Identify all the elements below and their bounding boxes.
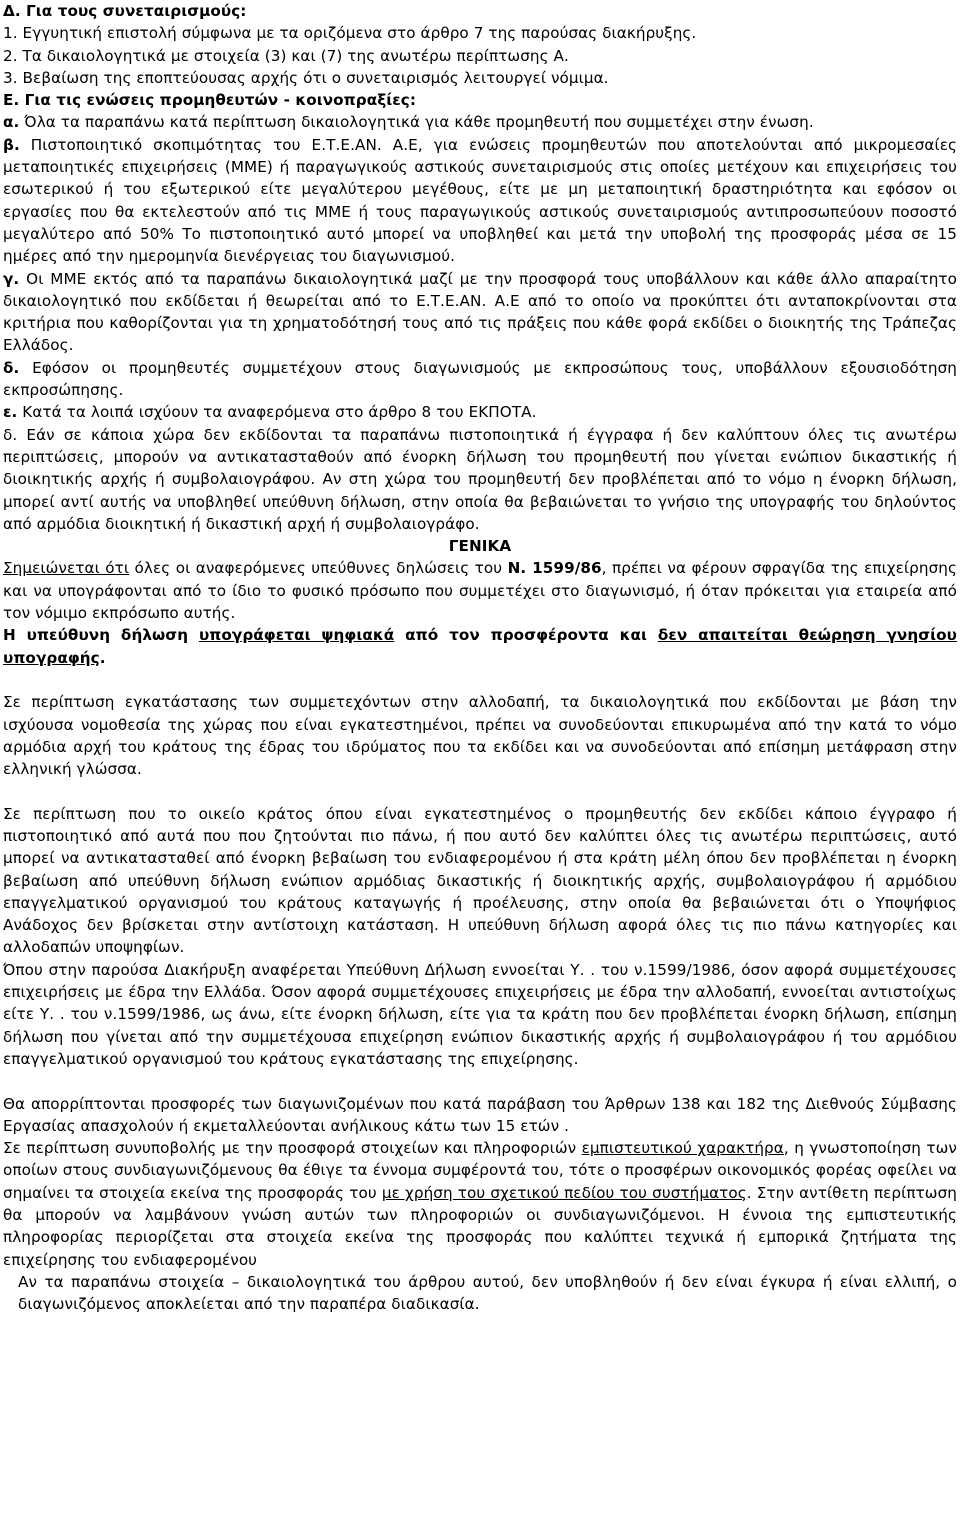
note-text: όλες οι αναφερόμενες υπεύθυνες δηλώσεις του [129, 559, 508, 578]
signature-no-certification: δεν απαιτείται θεώρηση γνησίου υπογραφής [3, 626, 957, 667]
item-text: Όλα τα παραπάνω κατά περίπτωση δικαιολογητικά για κάθε προμηθευτή που συμμετέχει στην ένωση. [19, 113, 814, 132]
paragraph-home-country: Σε περίπτωση που το οικείο κράτος όπου είναι εγκατεστημένος ο προμηθευτής δεν εκδίδει κάποιο έγγραφο ή πιστοποιητικό από αυτά που που ζητούνται πιο πάνω, ή που αυτό δεν καλύπτει όλες τις ανωτέρω περιπτώσεις, αυτό μπορεί να αντικατασταθεί από ένορκη βεβαίωση του ενδιαφερομένου ή στα κράτη μέλη όπου δεν προβλέπεται η ένορκη βεβαίωση από υπεύθυνη δήλωση ενώπιον αρμόδιας δικαστικής ή διοικητικής αρχής, συμβολαιογράφου ή αρμόδιου επαγγελματικού οργανισμού του κράτους καταγωγής ή προέλευσης, στην οποία θα βεβαιώνεται ότι ο Υποψήφιος Ανάδοχος δεν βρίσκεται στην αντίστοιχη κατάσταση. Η υπεύθυνη δήλωση αφορά όλες τις πιο πάνω κατηγορίες και αλλοδαπών υποψηφίων. [3, 804, 957, 957]
confidential-text: , η γνωστοποίηση των οποίων στους συνδιαγωνιζόμενους θα έθιγε τα έννομα συμφέροντά του, τότε ο προσφέρων οικονομικός φορέας οφείλει να σημαίνει τα στοιχεία εκείνα της προσφοράς του [3, 1139, 957, 1202]
paragraph-missing: Αν τα παραπάνω στοιχεία – δικαιολογητικά του άρθρου αυτού, δεν υποβληθούν ή δεν είναι έγκυρα ή είναι ελλιπή, ο διαγωνιζόμενος αποκλείεται από την παραπέρα διαδικασία. [18, 1272, 957, 1314]
item-label: γ. [3, 269, 20, 288]
item-label: α. [3, 113, 20, 132]
signature-text: από τον προσφέροντα και [394, 626, 658, 645]
paragraph-foreign-country: δ. Εάν σε κάποια χώρα δεν εκδίδονται τα παραπάνω πιστοποιητικά ή έγγραφα ή δεν καλύπτουν όλες τις ανωτέρω περιπτώσεις, μπορούν να αντικατασταθούν από ένορκη δήλωση του προμηθευτή που γίνεται ενώπιον δικαστικής ή διοικητικής αρχής ή συμβολαιογράφου. Αν στη χώρα του προμηθευτή δεν προβλέπεται από το νόμο η ένορκη δήλωση, μπορεί αντί αυτής να υποβληθεί υπεύθυνη δήλωση, στην οποία θα βεβαιώνεται το γνήσιο της υπογραφής του δηλούντος από αρμόδια διοικητική ή δικαστική αρχή ή συμβολαιογράφο. [3, 425, 957, 533]
paragraph-rejected: Θα απορρίπτονται προσφορές των διαγωνιζομένων που κατά παράβαση του Άρθρων 138 και 182 της Διεθνούς Σύμβασης Εργασίας απασχολούν ή εκμεταλλεύονται ανήλικους κάτω των 15 ετών . [3, 1094, 957, 1135]
spacer [3, 669, 957, 691]
item-text: Εφόσον οι προμηθευτές συμμετέχουν στους διαγωνισμούς με εκπροσώπους τους, υποβάλλουν εξουσιοδότηση εκπροσώπησης. [3, 358, 957, 400]
section-e-item-a [3, 111, 957, 133]
signature-text: Η υπεύθυνη δήλωση [3, 626, 199, 645]
item-label: β. [3, 135, 20, 154]
section-e-item-b [3, 134, 957, 268]
paragraph-where: Όπου στην παρούσα Διακήρυξη αναφέρεται Υπεύθυνη Δήλωση εννοείται Υ. . του ν.1599/1986, όσον αφορά συμμετέχουσες επιχειρήσεις με έδρα την Ελλάδα. Όσον αφορά συμμετέχουσες επιχειρήσεις με έδρα την αλλοδαπή, εννοείται αντιστοίχως είτε Υ. . του ν.1599/1986, ως άνω, είτε ένορκη δήλωση, είτε για τα κράτη που δεν προβλέπεται ένορκη δήλωση, επίσημη δήλωση που γίνεται από την συμμετέχουσα επιχείρηση ενώπιον δικαστικής αρχής ή συμβολαιογράφου ή του αρμόδιου επαγγελματικού οργανισμού του κράτους εγκατάστασης της επιχείρησης. [3, 960, 957, 1068]
item-text: Οι ΜΜΕ εκτός από τα παραπάνω δικαιολογητικά μαζί με την προσφορά τους υποβάλλουν και κάθε άλλο απαραίτητο δικαιολογητικό που εκδίδεται ή θεωρείται από το Ε.Τ.Ε.ΑΝ. Α.Ε από το οποίο να προκύπτει ότι ανταποκρίνονται στα κριτήρια που καθορίζονται για τη χρηματοδότησή τους από τις πράξεις που κάθε φορά εκδίδει ο διοικητής της Τράπεζας Ελλάδος. [3, 269, 957, 355]
item-text: Πιστοποιητικό σκοπιμότητας του Ε.Τ.Ε.ΑΝ. Α.Ε, για ενώσεις προμηθευτών που αποτελούνται από μικρομεσαίες μεταποιητικές επιχειρήσεις (ΜΜΕ) ή παραγωγικούς αστικούς συνεταιρισμούς στις οποίες μετέχουν και επιχειρήσεις του εσωτερικού ή του εξωτερικού είτε μεγαλύτερου μεγέθους, είτε με μη μεταποιητική δραστηριότητα και εφόσον οι εργασίες που θα εκτελεστούν από τις ΜΜΕ ή τους παραγωγικούς αστικούς συνεταιρισμούς αντιπροσωπεύουν ποσοστό μεγαλύτερο από 50% Το πιστοποιητικό αυτό μπορεί να υποβληθεί και μετά την υποβολή της προσφοράς μέσα σε 15 ημέρες από την ημερομηνία διενέργειας του διαγωνισμού. [3, 135, 957, 266]
section-e-item-c [3, 268, 957, 357]
paragraph-confidential [3, 1137, 957, 1271]
signature-note [3, 624, 957, 669]
signature-digital: υπογράφεται ψηφιακά [198, 626, 395, 645]
item-text: Κατά τα λοιπά ισχύουν τα αναφερόμενα στο άρθρο 8 του ΕΚΠΟΤΑ. [17, 403, 537, 422]
spacer [3, 1070, 957, 1092]
section-e-item-d [3, 357, 957, 402]
signature-text: . [99, 648, 106, 667]
paragraph-foreign-companies: Σε περίπτωση εγκατάστασης των συμμετεχόντων στην αλλοδαπή, τα δικαιολογητικά που εκδίδονται με βάση την ισχύουσα νομοθεσία της χώρας που είναι εγκατεστημένοι, πρέπει να συνοδεύονται επικυρωμένα από την κατά το νόμο αρμόδια αρχή του κράτους της έδρας του ιδρύματος που τα εκδίδει και να συνοδεύονται από επίσημη μετάφραση στην ελληνική γλώσσα. [3, 693, 957, 779]
general-note [3, 557, 957, 624]
section-e-item-e [3, 401, 957, 423]
note-label: Σημειώνεται ότι [3, 559, 130, 578]
confidential-underlined: με χρήση του σχετικού πεδίου του συστήματος [381, 1183, 747, 1202]
section-d-item-2: 2. Τα δικαιολογητικά με στοιχεία (3) και (7) της ανωτέρω περίπτωσης Α. [3, 46, 569, 65]
section-d-item-1: 1. Εγγυητική επιστολή σύμφωνα με τα οριζόμενα στο άρθρο 7 της παρούσας διακήρυξης. [3, 24, 697, 43]
confidential-text: . Στην αντίθετη περίπτωση θα μπορούν να λαμβάνουν γνώση αυτών των πληροφοριών οι συνδιαγωνιζόμενοι. Η έννοια της εμπιστευτικής πληροφορίας περιορίζεται στα στοιχεία εκείνα της προσφοράς που καλύπτει τεχνικά ή εμπορικά ζητήματα της επιχείρησης του ενδιαφερομένου [3, 1183, 957, 1269]
item-label: δ. [3, 358, 20, 377]
confidential-underlined: εμπιστευτικού χαρακτήρα [581, 1139, 784, 1158]
section-d-heading: Δ. Για τους συνεταιρισμούς: [3, 2, 247, 20]
note-law: Ν. 1599/86 [507, 559, 602, 578]
item-label: ε. [3, 403, 18, 422]
section-e-heading: Ε. Για τις ενώσεις προμηθευτών - κοινοπραξίες: [3, 91, 417, 110]
general-heading: ΓΕΝΙΚΑ [448, 537, 512, 556]
spacer [3, 780, 957, 802]
confidential-text: Σε περίπτωση συνυποβολής με την προσφορά στοιχείων και πληροφοριών [3, 1139, 582, 1158]
section-d-item-3: 3. Βεβαίωση της εποπτεύουσας αρχής ότι ο συνεταιρισμός λειτουργεί νόμιμα. [3, 68, 609, 87]
note-text: , πρέπει να φέρουν σφραγίδα της επιχείρησης και να υπογράφονται από το ίδιο το φυσικό πρόσωπο που συμμετέχει στο διαγωνισμό, ή όταν πρόκειται για εταιρεία από τον νόμιμο εκπρόσωπο αυτής. [3, 559, 957, 623]
